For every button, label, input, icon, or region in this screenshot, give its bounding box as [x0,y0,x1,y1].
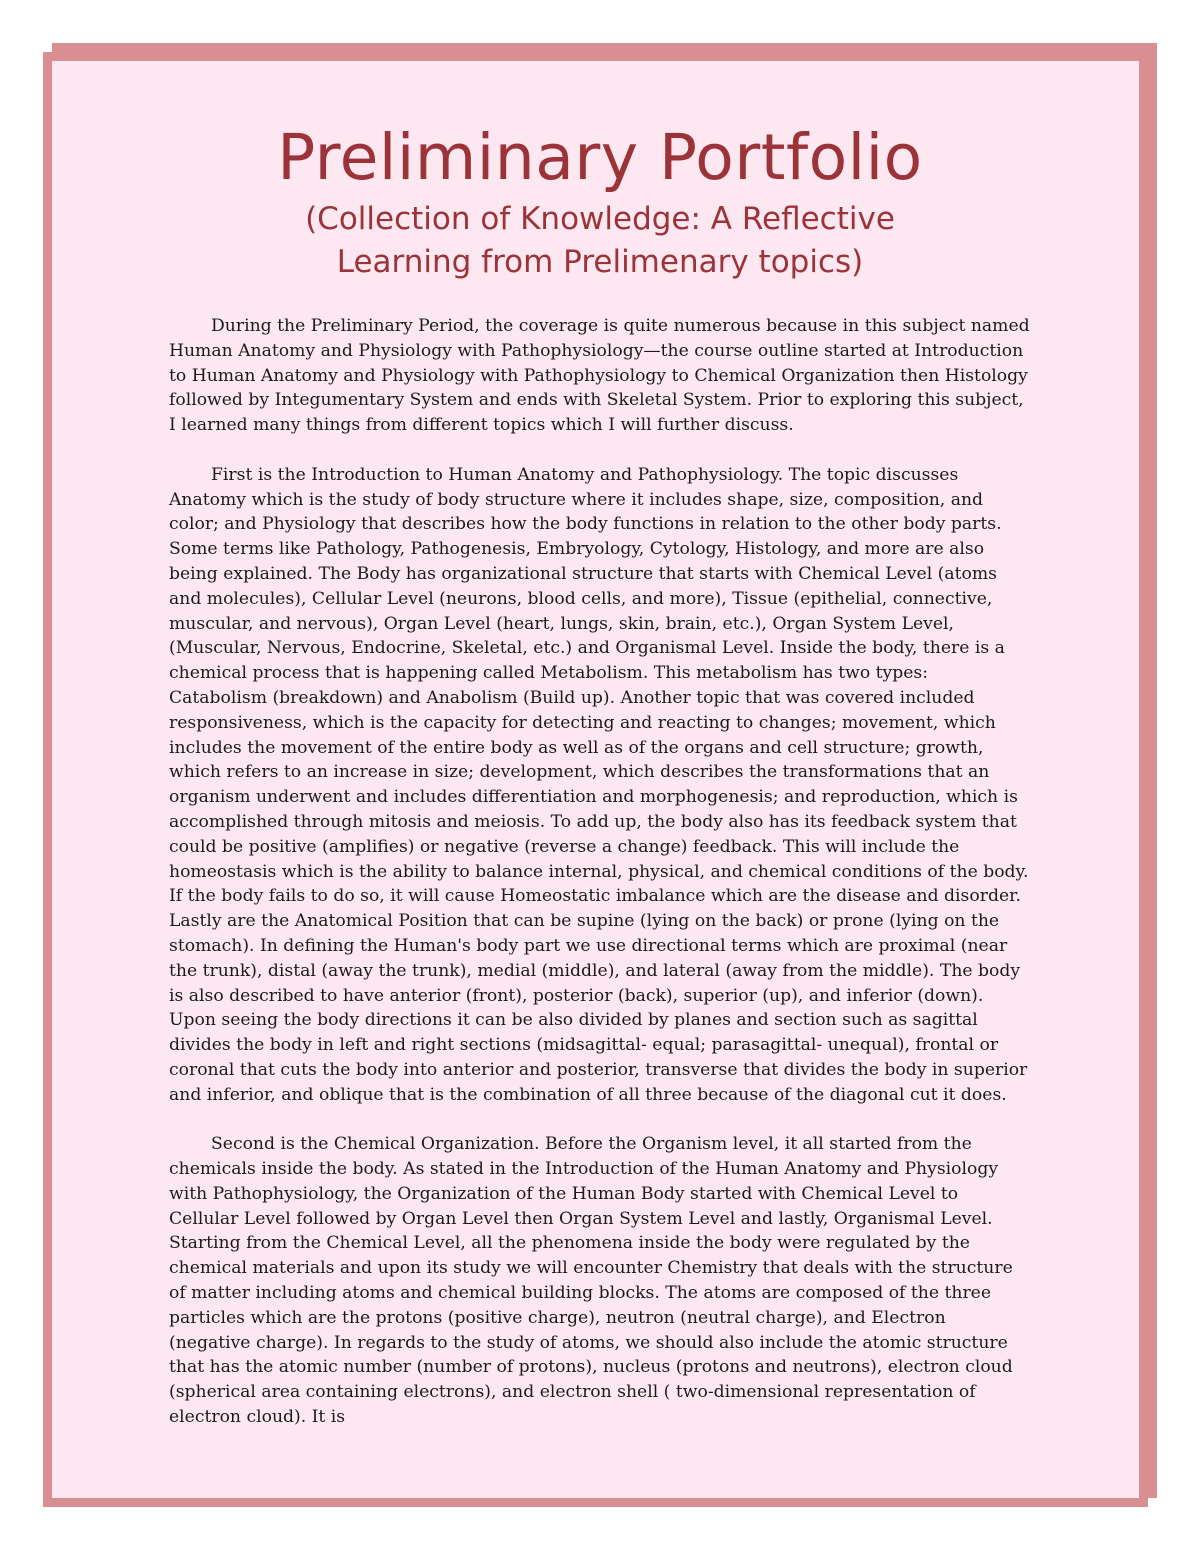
page-subtitle: (Collection of Knowledge: A Reflective Learning from Prelimenary topics) [305,201,895,280]
page-title: Preliminary Portfolio [277,121,923,194]
document-body [169,314,1031,1430]
paragraph-second-topic: Second is the Chemical Organization. Before the Organism level, it all started from the chemicals inside the body. As stated in the Introduction of the Human Anatomy and Physiology with Pathophysiology, the Organization of the Human Body started with Chemical Level to Cellular Level followed by Organ Level then Organ System Level and lastly, Organismal Level. Starting from the Chemical Level, all the phenomena inside the body were regulated by the chemical materials and upon its study we will encounter Chemistry that deals with the structure of matter including atoms and chemical building blocks. The atoms are composed of the three particles which are the protons (positive charge), neutron (neutral charge), and Electron (negative charge). In regards to the study of atoms, we should also include the atomic structure that has the atomic number (number of protons), nucleus (protons and neutrons), electron cloud (spherical area containing electrons), and electron shell ( two-dimensional representation of electron cloud). It is [169,1134,1013,1428]
paragraph-intro: During the Preliminary Period, the coverage is quite numerous because in this subject named Human Anatomy and Physiology with Pathophysiology—the course outline started at Introduction to Human Anatomy and Physiology with Pathophysiology to Chemical Organization then Histology followed by Integumentary System and ends with Skeletal System. Prior to exploring this subject, I learned many things from different topics which I will further discuss. [169,316,1030,436]
document-content [169,118,1031,1455]
paragraph-first-topic: First is the Introduction to Human Anatomy and Pathophysiology. The topic discusses Anatomy which is the study of body structure where it includes shape, size, composition, and color; and Physiology that describes how the body functions in relation to the other body parts. Some terms like Pathology, Pathogenesis, Embryology, Cytology, Histology, and more are also being explained. The Body has organizational structure that starts with Chemical Level (atoms and molecules), Cellular Level (neurons, blood cells, and more), Tissue (epithelial, connective, muscular, and nervous), Organ Level (heart, lungs, skin, brain, etc.), Organ System Level, (Muscular, Nervous, Endocrine, Skeletal, etc.) and Organismal Level. Inside the body, there is a chemical process that is happening called Metabolism. This metabolism has two types: Catabolism (breakdown) and Anabolism (Build up). Another topic that was covered included responsiveness, which is the capacity for detecting and reacting to changes; movement, which includes the movement of the entire body as well as of the organs and cell structure; growth, which refers to an increase in size; development, which describes the transformations that an organism underwent and includes differentiation and morphogenesis; and reproduction, which is accomplished through mitosis and meiosis. To add up, the body also has its feedback system that could be positive (amplifies) or negative (reverse a change) feedback. This will include the homeostasis which is the ability to balance internal, physical, and chemical conditions of the body. If the body fails to do so, it will cause Homeostatic imbalance which are the disease and disorder. Lastly are the Anatomical Position that can be supine (lying on the back) or prone (lying on the stomach). In defining the Human's body part we use directional terms which are proximal (near the trunk), distal (away the trunk), medial (middle), and lateral (away from the middle). The body is also described to have anterior (front), posterior (back), superior (up), and inferior (down). Upon seeing the body directions it can be also divided by planes and section such as sagittal divides the body in left and right sections (midsagittal- equal; parasagittal- unequal), frontal or coronal that cuts the body into anterior and posterior, transverse that divides the body in superior and inferior, and oblique that is the combination of all three because of the diagonal cut it does. [169,464,1029,1105]
